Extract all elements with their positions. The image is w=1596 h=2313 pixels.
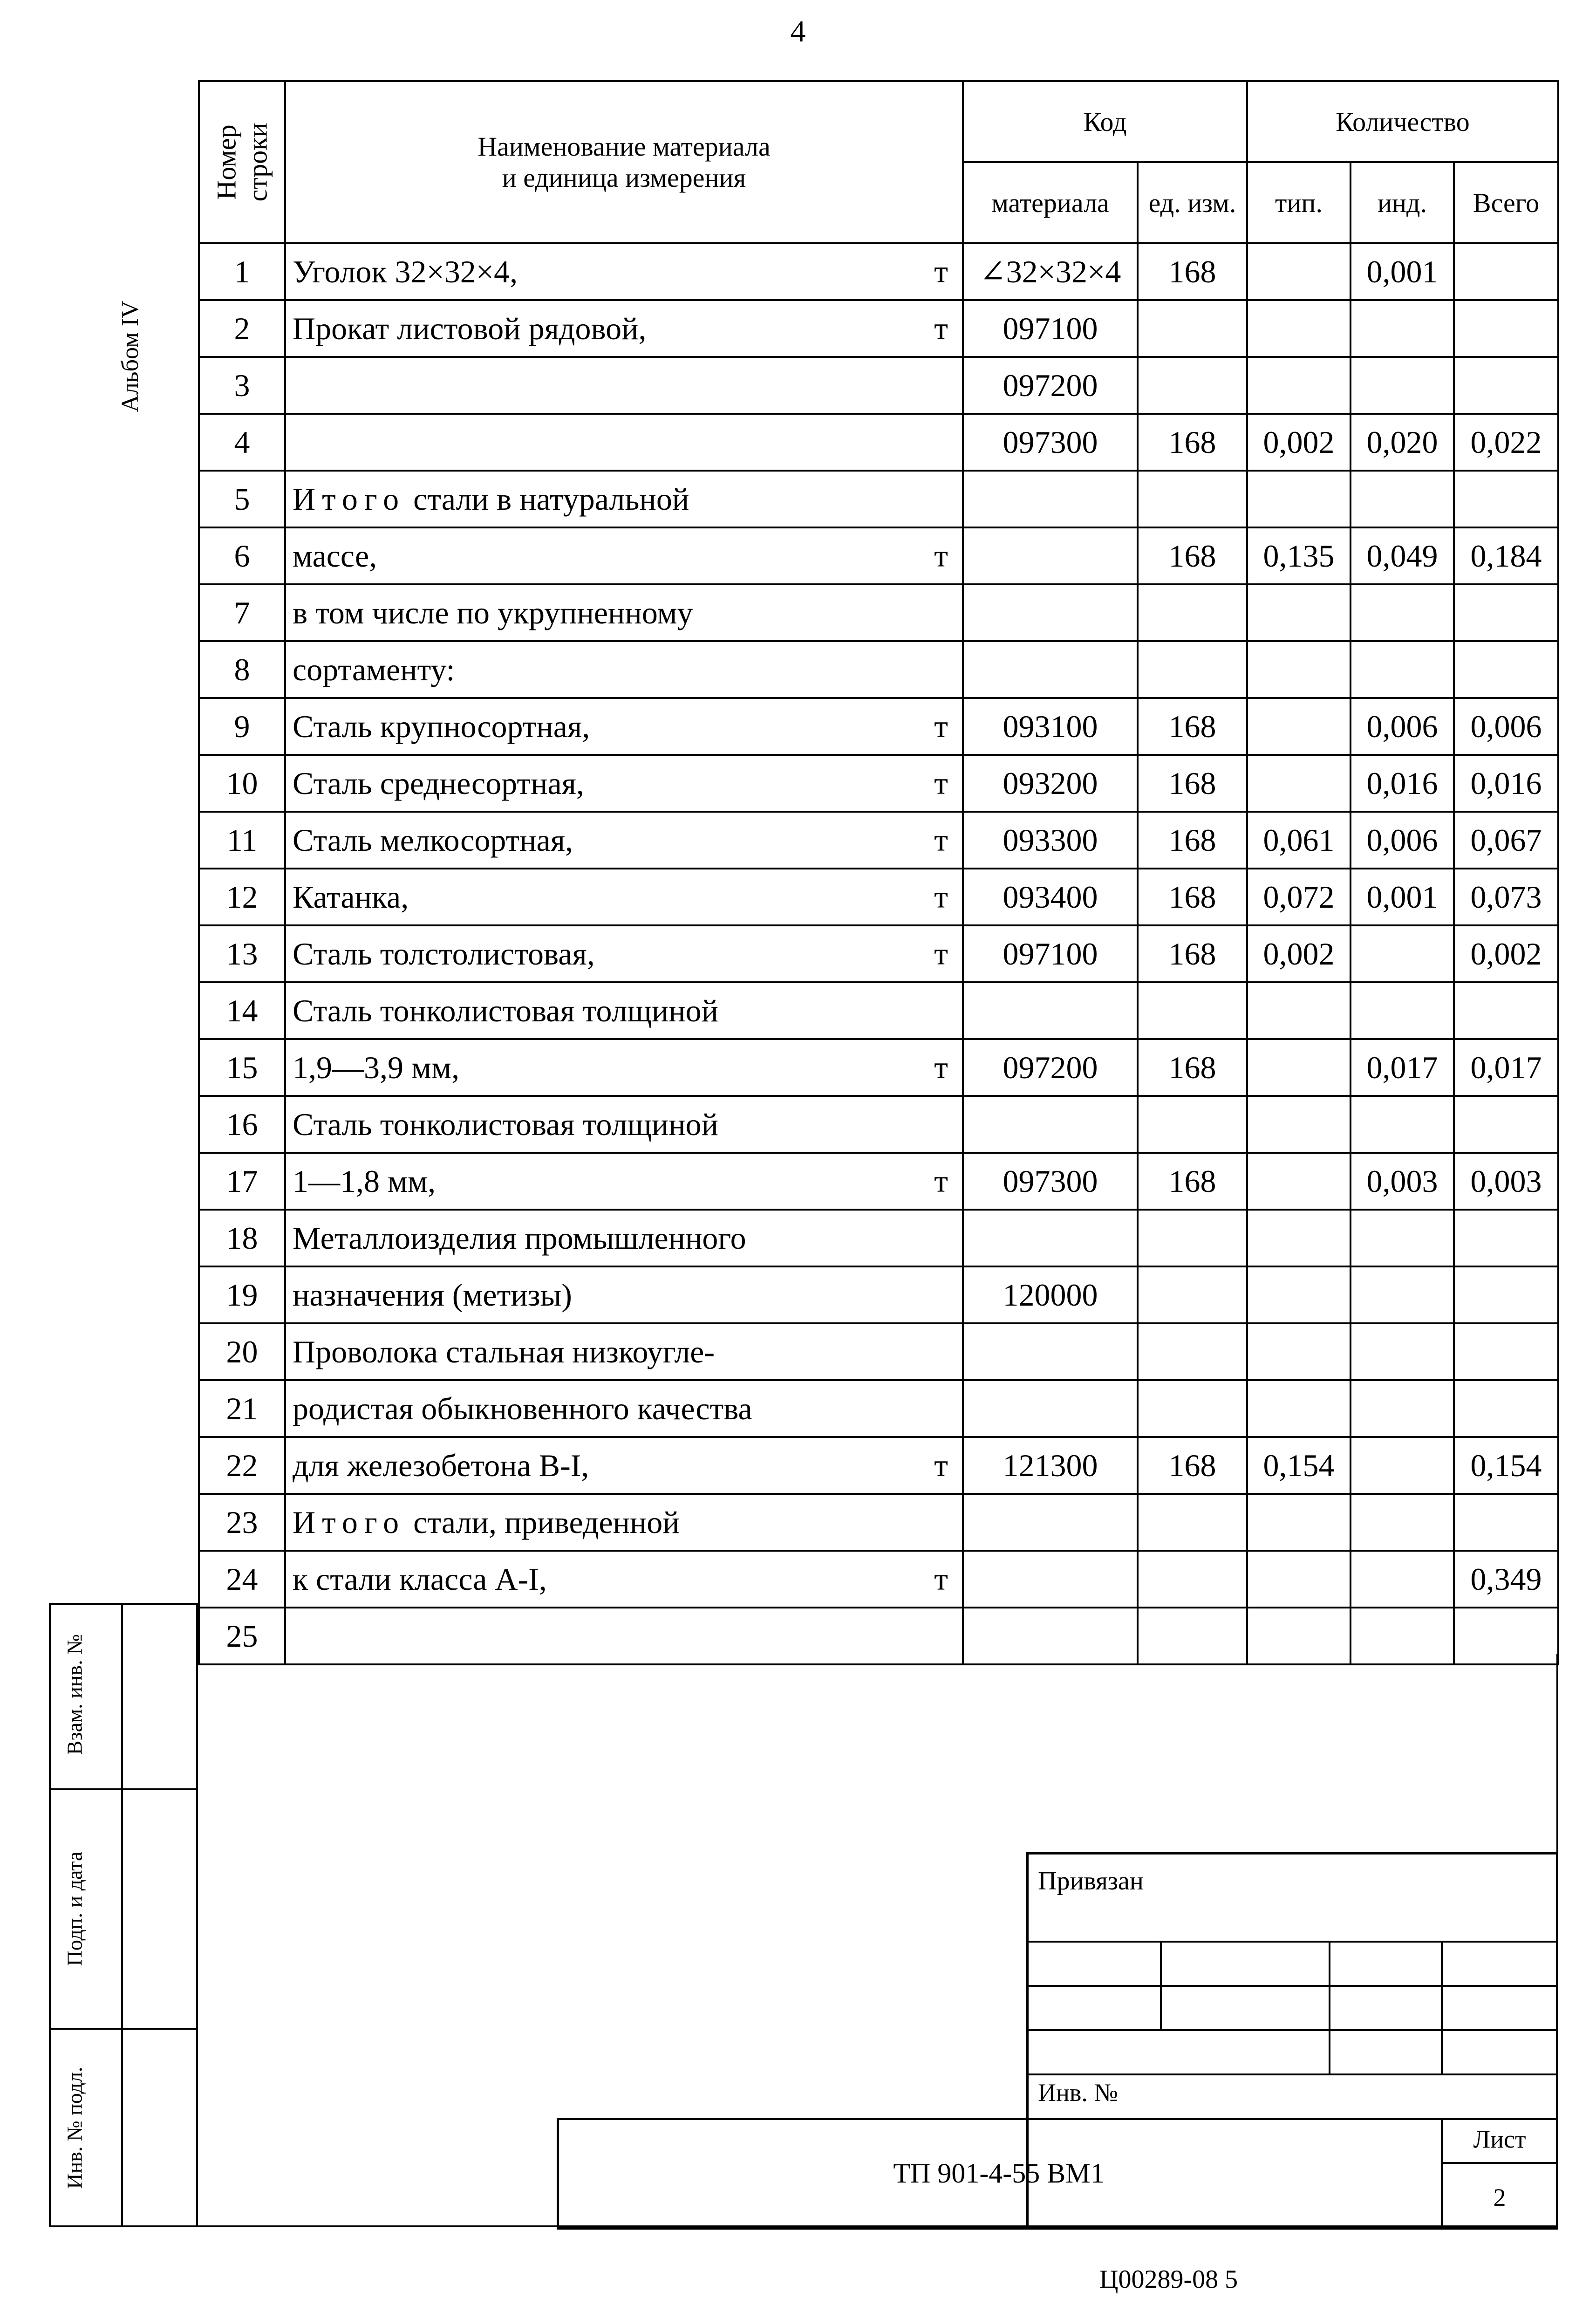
row-unit-code-cell: 168	[1138, 812, 1247, 869]
row-unit-code-cell	[1138, 1210, 1247, 1266]
row-code-cell	[963, 1494, 1138, 1551]
row-total-cell	[1454, 641, 1558, 698]
row-name-cell	[285, 1380, 963, 1437]
row-typ-cell	[1247, 357, 1350, 414]
table-row	[199, 527, 1558, 584]
material-name: для железобетона B-I,	[293, 1447, 589, 1483]
table-row	[199, 471, 1558, 527]
row-code-cell: 097300	[963, 414, 1138, 471]
table-row	[199, 584, 1558, 641]
material-name: Итого стали, приведенной	[293, 1504, 680, 1540]
row-unit-code-cell	[1138, 1096, 1247, 1153]
row-total-cell: 0,154	[1454, 1437, 1558, 1494]
row-total-cell: 0,349	[1454, 1551, 1558, 1608]
row-unit-code-cell	[1138, 300, 1247, 357]
unit-label: т	[934, 936, 948, 972]
row-ind-cell	[1350, 1323, 1454, 1380]
row-number-cell: 17	[199, 1153, 285, 1210]
row-total-cell: 0,073	[1454, 869, 1558, 925]
row-typ-cell	[1247, 1494, 1350, 1551]
row-ind-cell	[1350, 300, 1454, 357]
unit-label: т	[934, 1561, 948, 1597]
row-typ-cell	[1247, 1039, 1350, 1096]
row-ind-cell: 0,017	[1350, 1039, 1454, 1096]
row-number-cell: 9	[199, 698, 285, 755]
row-number-cell: 11	[199, 812, 285, 869]
row-number-cell: 5	[199, 471, 285, 527]
row-name-cell	[285, 1437, 963, 1494]
row-ind-cell: 0,001	[1350, 869, 1454, 925]
row-name-cell	[285, 1153, 963, 1210]
row-number-cell: 14	[199, 982, 285, 1039]
table-row	[199, 812, 1558, 869]
row-total-cell	[1454, 1608, 1558, 1664]
unit-label: т	[934, 708, 948, 744]
header-quantity: Количество	[1247, 81, 1558, 162]
row-name-cell	[285, 812, 963, 869]
row-name-cell	[285, 755, 963, 812]
row-number-cell: 7	[199, 584, 285, 641]
row-number-cell: 22	[199, 1437, 285, 1494]
row-ind-cell	[1350, 641, 1454, 698]
row-ind-cell	[1350, 584, 1454, 641]
row-unit-code-cell: 168	[1138, 1039, 1247, 1096]
row-number-cell: 12	[199, 869, 285, 925]
row-total-cell	[1454, 243, 1558, 300]
material-name: Сталь тонколистовая толщиной	[293, 1106, 719, 1142]
row-unit-code-cell: 168	[1138, 1437, 1247, 1494]
row-ind-cell: 0,020	[1350, 414, 1454, 471]
row-ind-cell: 0,003	[1350, 1153, 1454, 1210]
material-name: Сталь толстолистовая,	[293, 936, 595, 972]
table-row	[199, 1266, 1558, 1323]
row-number-cell: 25	[199, 1608, 285, 1664]
row-code-cell	[963, 1323, 1138, 1380]
table-body	[199, 243, 1558, 1664]
row-name-cell	[285, 982, 963, 1039]
row-code-cell: 121300	[963, 1437, 1138, 1494]
table-row	[199, 869, 1558, 925]
row-code-cell: 097200	[963, 357, 1138, 414]
table-row	[199, 1551, 1558, 1608]
material-name: 1—1,8 мм,	[293, 1163, 436, 1199]
row-code-cell: 097100	[963, 300, 1138, 357]
table-row	[199, 414, 1558, 471]
row-code-cell: 097300	[963, 1153, 1138, 1210]
row-number-cell: 10	[199, 755, 285, 812]
row-total-cell	[1454, 357, 1558, 414]
row-number-cell: 23	[199, 1494, 285, 1551]
material-name: в том числе по укрупненному	[293, 595, 693, 630]
material-name: Металлоизделия промышленного	[293, 1220, 746, 1256]
page-number: 4	[790, 14, 806, 48]
row-code-cell: 093400	[963, 869, 1138, 925]
material-name: Сталь мелкосортная,	[293, 822, 573, 858]
row-code-cell: 120000	[963, 1266, 1138, 1323]
row-name-cell	[285, 1551, 963, 1608]
table-row	[199, 925, 1558, 982]
side-label-vzam: Взам. инв. №	[62, 1634, 87, 1755]
row-code-cell	[963, 584, 1138, 641]
row-number-cell: 18	[199, 1210, 285, 1266]
table-row	[199, 641, 1558, 698]
row-code-cell	[963, 471, 1138, 527]
row-total-cell: 0,022	[1454, 414, 1558, 471]
material-name: Прокат листовой рядовой,	[293, 310, 647, 346]
material-name: 1,9—3,9 мм,	[293, 1049, 460, 1085]
header-name	[285, 81, 963, 243]
row-name-cell	[285, 1608, 963, 1664]
header-code: Код	[963, 81, 1247, 162]
row-typ-cell	[1247, 1096, 1350, 1153]
row-typ-cell	[1247, 243, 1350, 300]
row-typ-cell	[1247, 471, 1350, 527]
row-total-cell	[1454, 982, 1558, 1039]
row-number-cell: 20	[199, 1323, 285, 1380]
table-row	[199, 755, 1558, 812]
row-code-cell: 097200	[963, 1039, 1138, 1096]
row-number-cell: 2	[199, 300, 285, 357]
row-unit-code-cell	[1138, 1323, 1247, 1380]
footer-code: Ц00289-08 5	[1099, 2265, 1238, 2294]
row-code-cell	[963, 1380, 1138, 1437]
row-unit-code-cell: 168	[1138, 869, 1247, 925]
table-row	[199, 300, 1558, 357]
material-name: Сталь крупносортная,	[293, 708, 590, 744]
row-number-cell: 24	[199, 1551, 285, 1608]
row-ind-cell	[1350, 1551, 1454, 1608]
row-code-cell: 093200	[963, 755, 1138, 812]
row-ind-cell	[1350, 1608, 1454, 1664]
row-typ-cell	[1247, 641, 1350, 698]
stamp-privyazan: Привязан	[1038, 1867, 1144, 1896]
row-typ-cell	[1247, 755, 1350, 812]
material-name: Катанка,	[293, 879, 409, 915]
row-unit-code-cell: 168	[1138, 698, 1247, 755]
unit-label: т	[934, 310, 948, 346]
table-row	[199, 982, 1558, 1039]
row-unit-code-cell	[1138, 1380, 1247, 1437]
row-ind-cell	[1350, 1210, 1454, 1266]
row-unit-code-cell: 168	[1138, 414, 1247, 471]
row-typ-cell: 0,002	[1247, 925, 1350, 982]
row-unit-code-cell: 168	[1138, 925, 1247, 982]
row-total-cell	[1454, 1210, 1558, 1266]
row-total-cell	[1454, 1494, 1558, 1551]
row-unit-code-cell	[1138, 982, 1247, 1039]
row-ind-cell: 0,006	[1350, 812, 1454, 869]
row-typ-cell	[1247, 1380, 1350, 1437]
table-row	[199, 1323, 1558, 1380]
unit-label: т	[934, 765, 948, 801]
row-unit-code-cell: 168	[1138, 755, 1247, 812]
row-typ-cell	[1247, 1153, 1350, 1210]
side-label-inv-podl: Инв. № подл.	[62, 2067, 87, 2189]
row-name-cell	[285, 925, 963, 982]
row-code-cell: 093100	[963, 698, 1138, 755]
materials-table	[198, 80, 1559, 1665]
header-q-total: Всего	[1454, 162, 1558, 243]
row-typ-cell	[1247, 1266, 1350, 1323]
row-typ-cell	[1247, 584, 1350, 641]
table-row	[199, 1210, 1558, 1266]
material-name: Итого стали в натуральной	[293, 481, 689, 517]
row-ind-cell	[1350, 1437, 1454, 1494]
row-name-cell	[285, 357, 963, 414]
unit-label: т	[934, 253, 948, 289]
row-ind-cell: 0,001	[1350, 243, 1454, 300]
unit-label: т	[934, 538, 948, 574]
row-ind-cell: 0,016	[1350, 755, 1454, 812]
row-name-cell	[285, 527, 963, 584]
row-code-cell	[963, 1551, 1138, 1608]
header-name-line1: Наименование материала	[477, 131, 771, 162]
row-typ-cell	[1247, 1323, 1350, 1380]
row-typ-cell	[1247, 698, 1350, 755]
row-name-cell	[285, 1494, 963, 1551]
unit-label: т	[934, 879, 948, 915]
table-row	[199, 1153, 1558, 1210]
row-unit-code-cell	[1138, 641, 1247, 698]
row-number-cell: 15	[199, 1039, 285, 1096]
row-ind-cell	[1350, 1096, 1454, 1153]
material-name: Сталь среднесортная,	[293, 765, 584, 801]
row-number-cell: 16	[199, 1096, 285, 1153]
row-code-cell: 093300	[963, 812, 1138, 869]
table-row	[199, 1494, 1558, 1551]
row-unit-code-cell	[1138, 1494, 1247, 1551]
material-name: массе,	[293, 538, 377, 574]
document-code: ТП 901-4-55 ВМ1	[893, 2158, 1105, 2189]
row-unit-code-cell: 168	[1138, 1153, 1247, 1210]
row-total-cell	[1454, 471, 1558, 527]
row-unit-code-cell	[1138, 1551, 1247, 1608]
row-typ-cell	[1247, 1608, 1350, 1664]
row-total-cell	[1454, 1096, 1558, 1153]
row-unit-code-cell	[1138, 357, 1247, 414]
row-number-cell: 13	[199, 925, 285, 982]
header-q-typ: тип.	[1247, 162, 1350, 243]
row-total-cell: 0,184	[1454, 527, 1558, 584]
row-name-cell	[285, 414, 963, 471]
row-name-cell	[285, 471, 963, 527]
row-code-cell	[963, 527, 1138, 584]
side-label-podp: Подп. и дата	[62, 1851, 87, 1966]
row-typ-cell: 0,002	[1247, 414, 1350, 471]
row-code-cell: ∠32×32×4	[963, 243, 1138, 300]
row-number-cell: 1	[199, 243, 285, 300]
row-name-cell	[285, 1323, 963, 1380]
table-row	[199, 1608, 1558, 1664]
row-typ-cell	[1247, 1210, 1350, 1266]
material-name: к стали класса A-I,	[293, 1561, 547, 1597]
row-number-cell: 3	[199, 357, 285, 414]
row-unit-code-cell: 168	[1138, 243, 1247, 300]
header-row-number-line2: строки	[242, 123, 273, 202]
row-name-cell	[285, 1210, 963, 1266]
row-code-cell: 097100	[963, 925, 1138, 982]
row-unit-code-cell	[1138, 471, 1247, 527]
table-row	[199, 1096, 1558, 1153]
table-row	[199, 1437, 1558, 1494]
album-label: Альбом IV	[117, 301, 143, 412]
header-row-number-line1: Номер	[211, 124, 242, 200]
unit-label: т	[934, 822, 948, 858]
row-name-cell	[285, 698, 963, 755]
row-ind-cell: 0,049	[1350, 527, 1454, 584]
row-typ-cell	[1247, 982, 1350, 1039]
stamp-inv-no: Инв. №	[1038, 2079, 1118, 2107]
row-total-cell	[1454, 1323, 1558, 1380]
material-name: Проволока стальная низкоугле-	[293, 1334, 715, 1369]
row-total-cell: 0,002	[1454, 925, 1558, 982]
table-row	[199, 357, 1558, 414]
material-name: Сталь тонколистовая толщиной	[293, 992, 719, 1028]
unit-label: т	[934, 1447, 948, 1483]
row-typ-cell: 0,154	[1247, 1437, 1350, 1494]
row-total-cell: 0,016	[1454, 755, 1558, 812]
row-typ-cell: 0,135	[1247, 527, 1350, 584]
row-typ-cell: 0,061	[1247, 812, 1350, 869]
material-name: назначения (метизы)	[293, 1277, 572, 1313]
row-number-cell: 6	[199, 527, 285, 584]
row-total-cell	[1454, 584, 1558, 641]
row-ind-cell	[1350, 982, 1454, 1039]
table-row	[199, 1380, 1558, 1437]
row-total-cell: 0,067	[1454, 812, 1558, 869]
row-number-cell: 8	[199, 641, 285, 698]
row-ind-cell: 0,006	[1350, 698, 1454, 755]
row-ind-cell	[1350, 471, 1454, 527]
row-name-cell	[285, 1266, 963, 1323]
row-name-cell	[285, 1039, 963, 1096]
row-typ-cell	[1247, 1551, 1350, 1608]
header-code-material: материала	[963, 162, 1138, 243]
row-code-cell	[963, 1608, 1138, 1664]
material-name: сортаменту:	[293, 651, 455, 687]
row-number-cell: 4	[199, 414, 285, 471]
table-row	[199, 243, 1558, 300]
header-code-unit: ед. изм.	[1138, 162, 1247, 243]
row-ind-cell	[1350, 925, 1454, 982]
row-name-cell	[285, 300, 963, 357]
row-number-cell: 19	[199, 1266, 285, 1323]
row-ind-cell	[1350, 1494, 1454, 1551]
header-q-ind: инд.	[1350, 162, 1454, 243]
row-name-cell	[285, 1096, 963, 1153]
row-number-cell: 21	[199, 1380, 285, 1437]
row-total-cell: 0,006	[1454, 698, 1558, 755]
header-row-number	[199, 81, 285, 243]
row-unit-code-cell: 168	[1138, 527, 1247, 584]
row-name-cell	[285, 869, 963, 925]
row-name-cell	[285, 584, 963, 641]
row-total-cell	[1454, 1380, 1558, 1437]
row-total-cell: 0,017	[1454, 1039, 1558, 1096]
row-unit-code-cell	[1138, 1266, 1247, 1323]
sheet-label: Лист	[1473, 2125, 1526, 2153]
row-unit-code-cell	[1138, 1608, 1247, 1664]
row-name-cell	[285, 641, 963, 698]
material-name: родистая обыкновенного качества	[293, 1390, 752, 1426]
row-unit-code-cell	[1138, 584, 1247, 641]
row-ind-cell	[1350, 357, 1454, 414]
table-row	[199, 698, 1558, 755]
row-code-cell	[963, 641, 1138, 698]
row-code-cell	[963, 982, 1138, 1039]
header-name-line2: и единица измерения	[502, 163, 746, 193]
unit-label: т	[934, 1049, 948, 1085]
row-typ-cell: 0,072	[1247, 869, 1350, 925]
table-row	[199, 1039, 1558, 1096]
material-name: Уголок 32×32×4,	[293, 253, 518, 289]
row-name-cell	[285, 243, 963, 300]
row-code-cell	[963, 1210, 1138, 1266]
row-total-cell	[1454, 300, 1558, 357]
row-total-cell: 0,003	[1454, 1153, 1558, 1210]
row-ind-cell	[1350, 1266, 1454, 1323]
sheet-number: 2	[1493, 2183, 1506, 2211]
row-typ-cell	[1247, 300, 1350, 357]
unit-label: т	[934, 1163, 948, 1199]
row-total-cell	[1454, 1266, 1558, 1323]
row-ind-cell	[1350, 1380, 1454, 1437]
row-code-cell	[963, 1096, 1138, 1153]
